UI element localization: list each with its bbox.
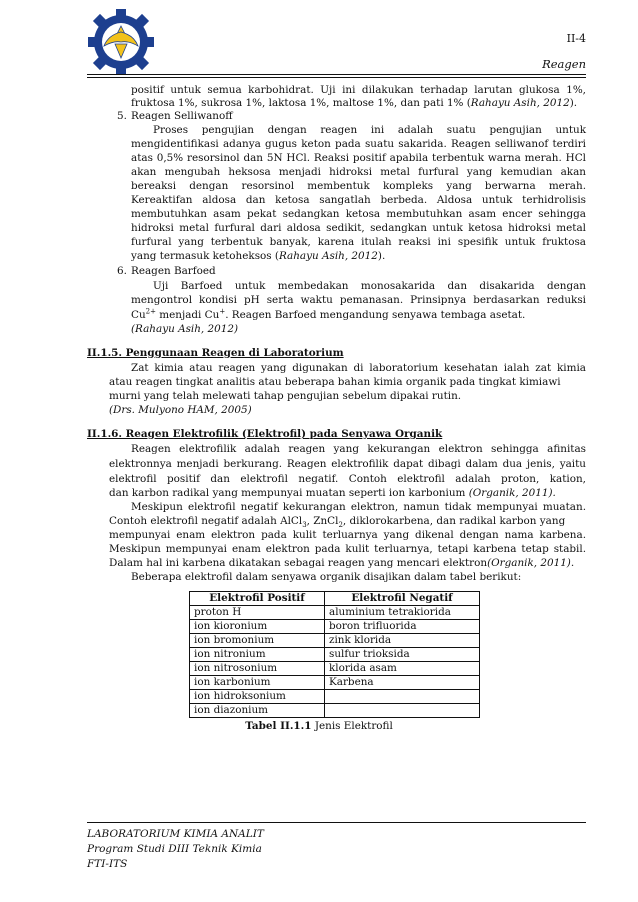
caption-text: Jenis Elektrofil <box>311 720 393 732</box>
table-cell: Karbena <box>325 676 480 690</box>
subscript: 3 <box>302 521 307 530</box>
table-cell: proton H <box>190 606 325 620</box>
text-run: Cu <box>131 309 146 321</box>
table-row <box>190 634 480 648</box>
text-run: Contoh elektrofil negatif adalah AlCl <box>109 515 303 527</box>
text-line <box>131 250 385 263</box>
table-cell: ion nitrosonium <box>190 662 325 676</box>
text-line: elektronnya menjadi berkurang. Reagen elektrofilik dapat dibagi dalam dua jenis, yaitu <box>109 458 586 470</box>
header-rule <box>87 74 586 75</box>
table-cell: ion karbonium <box>190 676 325 690</box>
table-header-row <box>190 592 480 606</box>
text-line: elektrofil positif dan elektrofil negatif. Contoh elektrofil adalah proton, kation, <box>109 473 586 485</box>
text-run: ). <box>569 97 578 109</box>
citation: Rahayu Asih, 2012 <box>278 250 378 262</box>
footer-rule <box>87 822 586 823</box>
text-run: Dalam hal ini karbena dikatakan sebagai reagen yang mencari elektron <box>109 557 488 569</box>
column-header: Elektrofil Negatif <box>325 592 480 606</box>
table-cell: ion hidroksonium <box>190 690 325 704</box>
table-cell: boron trifluorida <box>325 620 480 634</box>
footer-institution: FTI-ITS <box>87 858 128 870</box>
text-line: bereaksi dengan resorsinol membentuk kompleks yang berwarna merah. <box>131 180 586 192</box>
table-row <box>190 648 480 662</box>
footer-program: Program Studi DIII Teknik Kimia <box>87 843 262 855</box>
table-cell: sulfur trioksida <box>325 648 480 662</box>
text-line: murni yang telah melewati tahap pengujian sebelum dipakai rutin. <box>109 390 462 402</box>
list-item-title: Reagen Barfoed <box>131 265 216 277</box>
text-line: Reagen elektrofilik adalah reagen yang kekurangan elektron sehingga afinitas <box>131 443 586 455</box>
text-line: atau reagen tingkat analitis atau beberapa bahan kimia organik pada tingkat kimiawi <box>109 376 561 388</box>
section-heading: II.1.5. Penggunaan Reagen di Laboratorium <box>87 347 344 359</box>
text-line: Meskipun mempunyai enam elektron pada kulit terluarnya, tetapi karbena tetap stabil. <box>109 543 586 555</box>
superscript: + <box>219 307 226 316</box>
text-run: , diklorokarbena, dan radikal karbon yang <box>342 515 566 527</box>
text-line <box>109 515 565 528</box>
table-row <box>190 662 480 676</box>
text-run: dan karbon radikal yang mempunyai muatan seperti ion karbonium <box>109 487 469 499</box>
text-run: yang termasuk ketoheksos ( <box>131 250 279 262</box>
table-cell: aluminium tetrakiorida <box>325 606 480 620</box>
citation: (Drs. Mulyono HAM, 2005) <box>109 404 252 416</box>
header-rule-thin <box>87 77 586 78</box>
running-header: Reagen <box>542 57 586 71</box>
table-cell: ion kioronium <box>190 620 325 634</box>
text-run: menjadi Cu <box>155 309 220 321</box>
text-run: , ZnCl <box>306 515 339 527</box>
section-heading: II.1.6. Reagen Elektrofilik (Elektrofil) pada Senyawa Organik <box>87 428 443 440</box>
text-line: Proses pengujian dengan reagen ini adalah suatu pengujian untuk <box>153 124 586 136</box>
citation: (Rahayu Asih, 2012) <box>131 323 239 335</box>
text-line: mengidentifikasi adanya gugus keton pada suatu sakarida. Reagen selliwanof terdiri <box>131 138 586 150</box>
caption-label: Tabel II.1.1 <box>245 720 312 732</box>
list-number: 6. <box>117 265 127 277</box>
text-run: fruktosa 1%, sukrosa 1%, laktosa 1%, maltose 1%, dan pati 1% ( <box>131 97 471 109</box>
table-row <box>190 606 480 620</box>
table-cell: ion nitronium <box>190 648 325 662</box>
table-cell: ion diazonium <box>190 704 325 718</box>
text-line: hidroksi metal furfural dari aldosa sedikit, sedangkan untuk ketosa hidroksi metal <box>131 222 586 234</box>
table-row <box>190 676 480 690</box>
column-header: Elektrofil Positif <box>190 592 325 606</box>
footer <box>87 827 264 872</box>
text-line: Uji Barfoed untuk membedakan monosakarida dan disakarida dengan <box>153 280 586 292</box>
table-cell <box>325 704 480 718</box>
text-line: membutuhkan asam pekat sedangkan ketosa membutuhkan asam encer sehingga <box>131 208 586 220</box>
table-cell: zink klorida <box>325 634 480 648</box>
superscript: 2+ <box>145 307 156 316</box>
text-line: akan mengubah heksosa menjadi hidroksi metal furfural yang kemudian akan <box>131 166 586 178</box>
text-line <box>131 309 525 322</box>
list-item-title: Reagen Selliwanoff <box>131 110 233 122</box>
table-caption <box>0 720 638 732</box>
text-line: Beberapa elektrofil dalam senyawa organik disajikan dalam tabel berikut: <box>131 571 522 583</box>
text-run: . Reagen Barfoed mengandung senyawa tembaga asetat. <box>225 309 526 321</box>
text-line <box>131 97 577 110</box>
list-number: 5. <box>117 110 127 122</box>
text-line: atas 0,5% resorsinol dan 5N HCl. Reaksi positif apabila terbentuk warna merah. HCl <box>131 152 586 164</box>
text-run: ). <box>377 250 386 262</box>
text-line: mengontrol kondisi pH serta waktu pemanasan. Prinsipnya berdasarkan reduksi <box>131 294 586 306</box>
citation: Rahayu Asih, 2012 <box>470 97 570 109</box>
its-logo <box>87 8 155 76</box>
text-line: furfural yang terbentuk banyak, karena itulah reaksi ini spesifik untuk fruktosa <box>131 236 586 248</box>
text-line: mempunyai enam elektron pada kulit terluarnya yang dikenal dengan nama karbena. <box>109 529 586 541</box>
table-row <box>190 704 480 718</box>
electrophile-table <box>189 591 480 718</box>
text-line: positif untuk semua karbohidrat. Uji ini dilakukan terhadap larutan glukosa 1%, <box>131 84 586 96</box>
table-row <box>190 620 480 634</box>
footer-lab: LABORATORIUM KIMIA ANALIT <box>87 828 264 840</box>
page-number: II-4 <box>566 32 586 45</box>
text-line: Kereaktifan aldosa dan ketosa sangatlah berbeda. Aldosa untuk terhidrolisis <box>131 194 586 206</box>
text-line <box>109 557 574 570</box>
subscript: 2 <box>338 521 343 530</box>
text-line <box>109 487 556 500</box>
table-row <box>190 690 480 704</box>
table-cell: ion bromonium <box>190 634 325 648</box>
table-cell <box>325 690 480 704</box>
table-cell: klorida asam <box>325 662 480 676</box>
text-line: Zat kimia atau reagen yang digunakan di laboratorium kesehatan ialah zat kimia <box>131 362 586 374</box>
citation: (Organik, 2011). <box>487 557 575 569</box>
text-line: Meskipun elektrofil negatif kekurangan elektron, namun tidak mempunyai muatan. <box>131 501 586 513</box>
citation: (Organik, 2011). <box>468 487 556 499</box>
